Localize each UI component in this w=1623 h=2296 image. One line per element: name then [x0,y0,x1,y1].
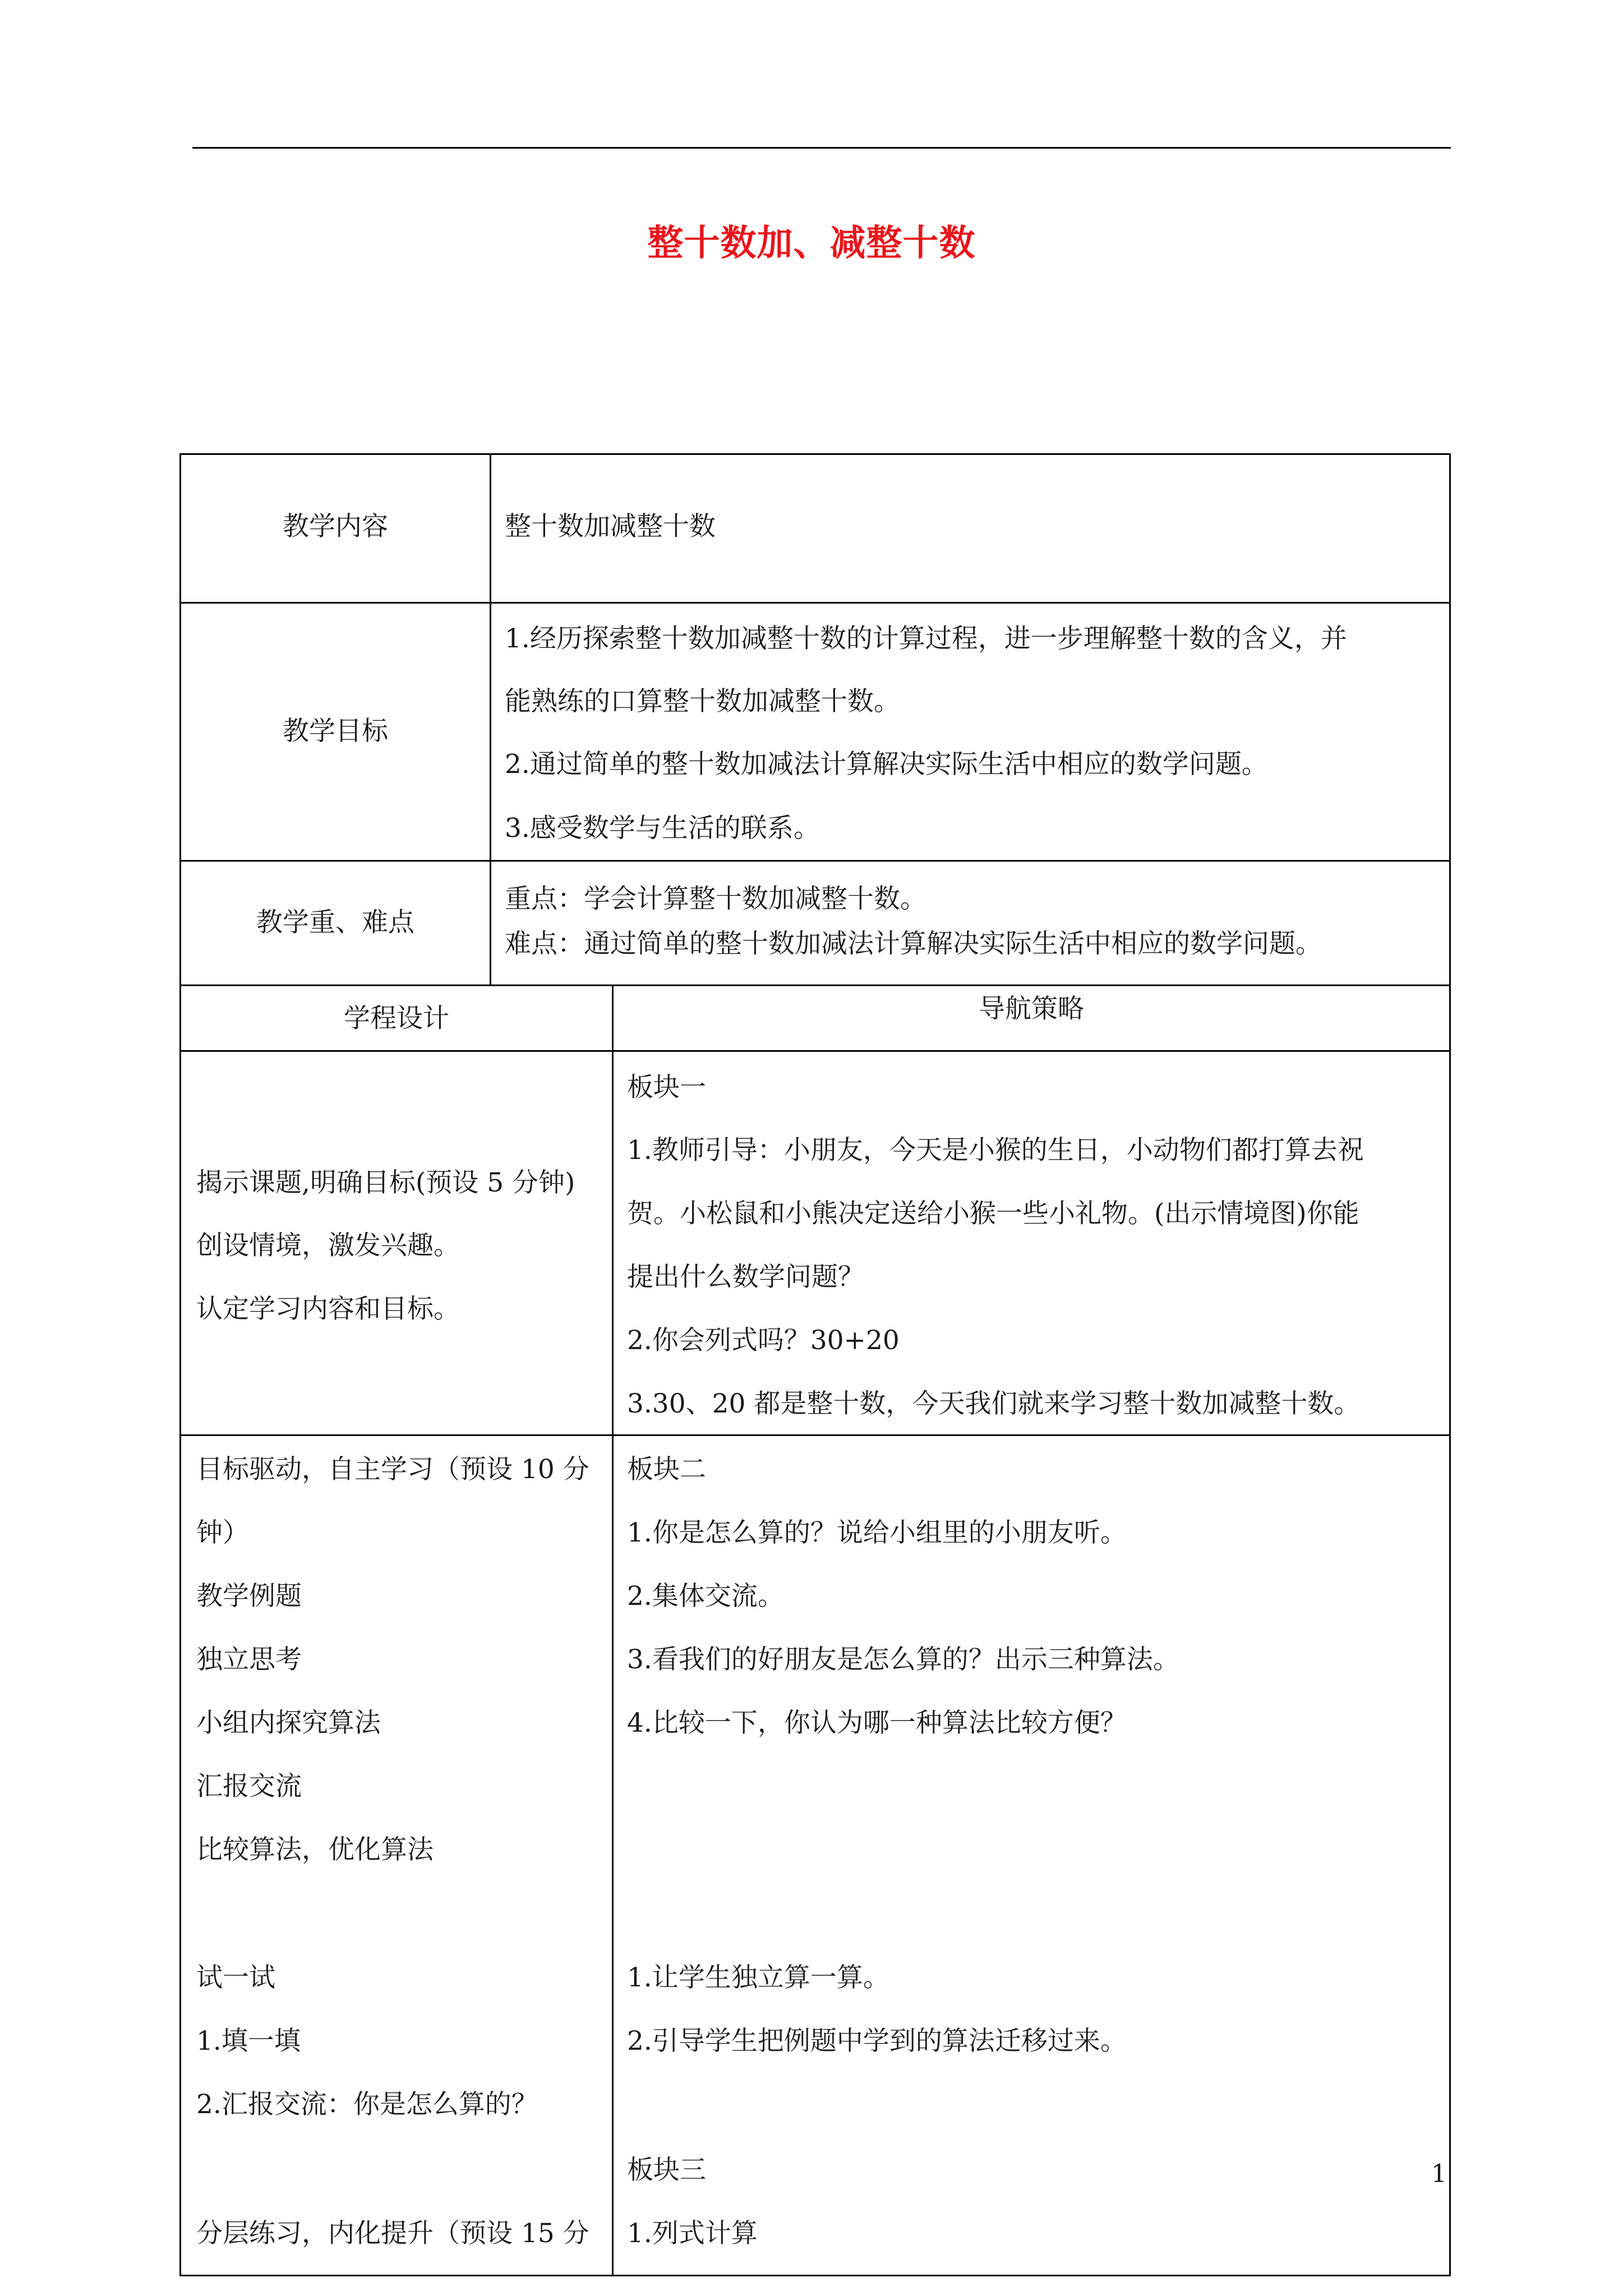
design-line: 教学例题 [196,1581,302,1612]
strategy-line: 2.引导学生把例题中学到的算法迁移过来。 [627,2026,1127,2056]
goal-line: 能熟练的口算整十数加减整十数。 [505,686,900,717]
header-strategy: 导航策略 [979,993,1084,1024]
strategy-line: 1.你是怎么算的？说给小组里的小朋友听。 [627,1517,1127,1548]
strategy-line: 提出什么数学问题？ [627,1262,864,1292]
goal-line: 3.感受数学与生活的联系。 [505,813,820,844]
label-teaching-goals: 教学目标 [283,716,388,747]
design-line: 独立思考 [196,1644,302,1675]
strategy-line: 2.你会列式吗？30+20 [627,1325,900,1356]
table-row-divider [179,984,1450,986]
value-teaching-content: 整十数加减整十数 [505,511,716,542]
strategy-line: 板块一 [627,1072,706,1103]
design-line: 2.汇报交流：你是怎么算的？ [196,2089,538,2120]
table-row-divider [179,860,1450,862]
strategy-line: 1.教师引导：小朋友，今天是小猴的生日，小动物们都打算去祝 [627,1135,1364,1166]
goal-line: 2.通过简单的整十数加减法计算解决实际生活中相应的数学问题。 [505,749,1268,780]
design-line: 分层练习，内化提升（预设 15 分 [196,2218,589,2249]
header-design: 学程设计 [344,1003,449,1034]
difficult-point-line: 难点：通过简单的整十数加减法计算解决实际生活中相应的数学问题。 [505,928,1322,959]
design-line: 汇报交流 [196,1771,302,1802]
header-rule [192,147,1451,149]
design-line: 小组内探究算法 [196,1708,381,1738]
table-border-right [1449,453,1451,2276]
table-border-top [179,453,1450,455]
design-line: 揭示课题,明确目标(预设 5 分钟) [196,1167,575,1198]
design-line: 1.填一填 [196,2026,301,2056]
strategy-line: 贺。小松鼠和小熊决定送给小猴一些小礼物。(出示情境图)你能 [627,1198,1359,1229]
table-row-divider [179,1050,1450,1052]
table-row-divider [179,602,1450,604]
page-number: 1 [1431,2160,1447,2188]
strategy-line: 4.比较一下，你认为哪一种算法比较方便？ [627,1708,1127,1738]
design-line: 钟） [196,1517,249,1548]
design-line: 目标驱动，自主学习（预设 10 分 [196,1454,589,1485]
document-title: 整十数加、减整十数 [647,222,976,264]
design-line: 创设情境，激发兴趣。 [196,1230,460,1261]
label-teaching-content: 教学内容 [283,511,388,542]
strategy-line: 板块二 [627,1454,706,1485]
table-column-divider [612,984,614,2276]
strategy-line: 3.看我们的好朋友是怎么算的？出示三种算法。 [627,1644,1179,1675]
table-border-bottom [179,2275,1450,2276]
design-line: 试一试 [196,1962,275,1993]
design-line: 认定学习内容和目标。 [196,1294,460,1324]
design-line: 比较算法，优化算法 [196,1834,434,1865]
table-row-divider [179,1434,1450,1436]
strategy-line: 3.30、20 都是整十数，今天我们就来学习整十数加减整十数。 [627,1388,1361,1419]
strategy-line: 板块三 [627,2155,706,2185]
label-key-points: 教学重、难点 [256,907,414,938]
key-point-line: 重点：学会计算整十数加减整十数。 [505,884,926,914]
strategy-line: 1.让学生独立算一算。 [627,1962,889,1993]
table-column-divider [490,453,491,986]
strategy-line: 2.集体交流。 [627,1581,784,1612]
strategy-line: 1.列式计算 [627,2218,758,2249]
goal-line: 1.经历探索整十数加减整十数的计算过程，进一步理解整十数的含义，并 [505,623,1347,654]
